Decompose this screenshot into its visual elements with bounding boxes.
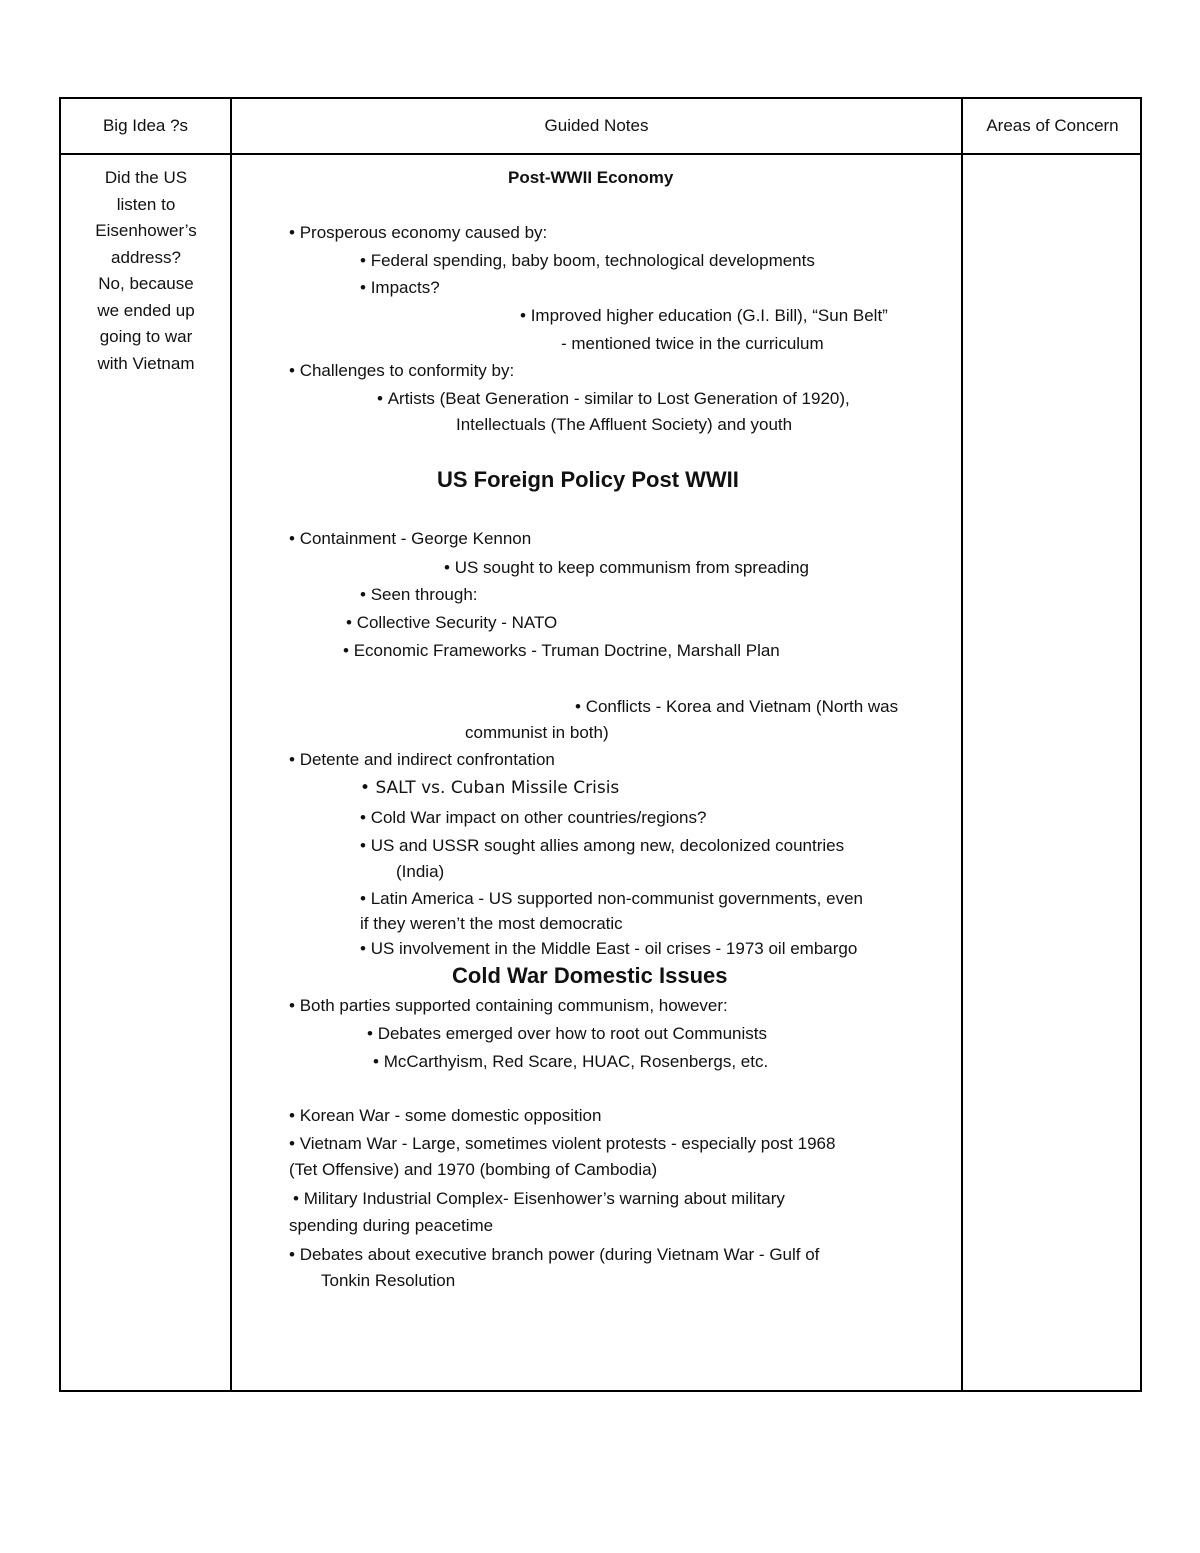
note-line: • Challenges to conformity by: — [289, 360, 514, 382]
note-line: Intellectuals (The Affluent Society) and youth — [456, 415, 793, 434]
header-guided-notes: Guided Notes — [544, 116, 649, 135]
note-line: • Latin America - US supported non-communist governments, even — [360, 888, 863, 910]
note-line: • US involvement in the Middle East - oil crises - 1973 oil embargo — [360, 938, 857, 960]
note-line: • Detente and indirect confrontation — [289, 749, 555, 771]
areas-of-concern-cell — [963, 155, 1142, 1390]
note-line: • Prosperous economy caused by: — [289, 222, 547, 244]
section-title-us-foreign-policy: US Foreign Policy Post WWII — [437, 467, 739, 492]
note-line: • Debates emerged over how to root out Communists — [367, 1023, 767, 1045]
big-idea-line: going to war — [99, 327, 193, 346]
big-idea-line: we ended up — [97, 300, 195, 320]
note-line: Tonkin Resolution — [321, 1271, 456, 1290]
note-line: if they weren’t the most democratic — [360, 914, 623, 933]
note-line: • Seen through: — [360, 584, 478, 606]
big-idea-text — [61, 165, 231, 377]
note-line: • Artists (Beat Generation - similar to Lost Generation of 1920), — [377, 388, 850, 410]
big-idea-line: Did the US — [104, 168, 188, 187]
note-line: • Containment - George Kennon — [289, 528, 531, 550]
note-line: • Conflicts - Korea and Vietnam (North was — [575, 696, 898, 718]
big-idea-line: with Vietnam — [97, 353, 195, 373]
section-title-post-wwii-economy: Post-WWII Economy — [508, 168, 674, 187]
note-line: • McCarthyism, Red Scare, HUAC, Rosenbergs, etc. — [373, 1051, 768, 1073]
big-idea-line: listen to — [116, 194, 176, 214]
note-line: (India) — [396, 862, 445, 881]
note-line: (Tet Offensive) and 1970 (bombing of Cambodia) — [289, 1160, 658, 1179]
note-line: spending during peacetime — [289, 1216, 494, 1235]
section-title-cold-war-domestic: Cold War Domestic Issues — [452, 963, 728, 988]
note-line: communist in both) — [465, 723, 609, 742]
note-line: - mentioned twice in the curriculum — [561, 334, 824, 353]
big-idea-line: Eisenhower’s — [95, 221, 197, 240]
note-line: • US sought to keep communism from spreading — [444, 557, 809, 579]
note-line: • Cold War impact on other countries/regions? — [360, 807, 706, 829]
header-areas-of-concern: Areas of Concern — [986, 116, 1119, 135]
note-line: • Debates about executive branch power (during Vietnam War - Gulf of — [289, 1244, 819, 1266]
note-line: • Both parties supported containing communism, however: — [289, 995, 728, 1017]
big-idea-line: No, because — [98, 274, 194, 293]
note-line: • Improved higher education (G.I. Bill), “Sun Belt” — [520, 305, 888, 327]
note-line: • Korean War - some domestic opposition — [289, 1105, 601, 1127]
note-line: • Impacts? — [360, 277, 440, 299]
note-line: • Military Industrial Complex- Eisenhower’s warning about military — [293, 1188, 785, 1210]
note-line: • SALT vs. Cuban Missile Crisis — [360, 777, 619, 799]
note-line: • Vietnam War - Large, sometimes violent protests - especially post 1968 — [289, 1133, 835, 1155]
note-line: • Collective Security - NATO — [346, 612, 557, 634]
header-big-idea: Big Idea ?s — [102, 116, 189, 135]
big-idea-line: address? — [111, 247, 181, 267]
note-line: • Federal spending, baby boom, technological developments — [360, 250, 815, 272]
note-line: • Economic Frameworks - Truman Doctrine, Marshall Plan — [343, 640, 780, 662]
note-line: • US and USSR sought allies among new, decolonized countries — [360, 835, 844, 857]
